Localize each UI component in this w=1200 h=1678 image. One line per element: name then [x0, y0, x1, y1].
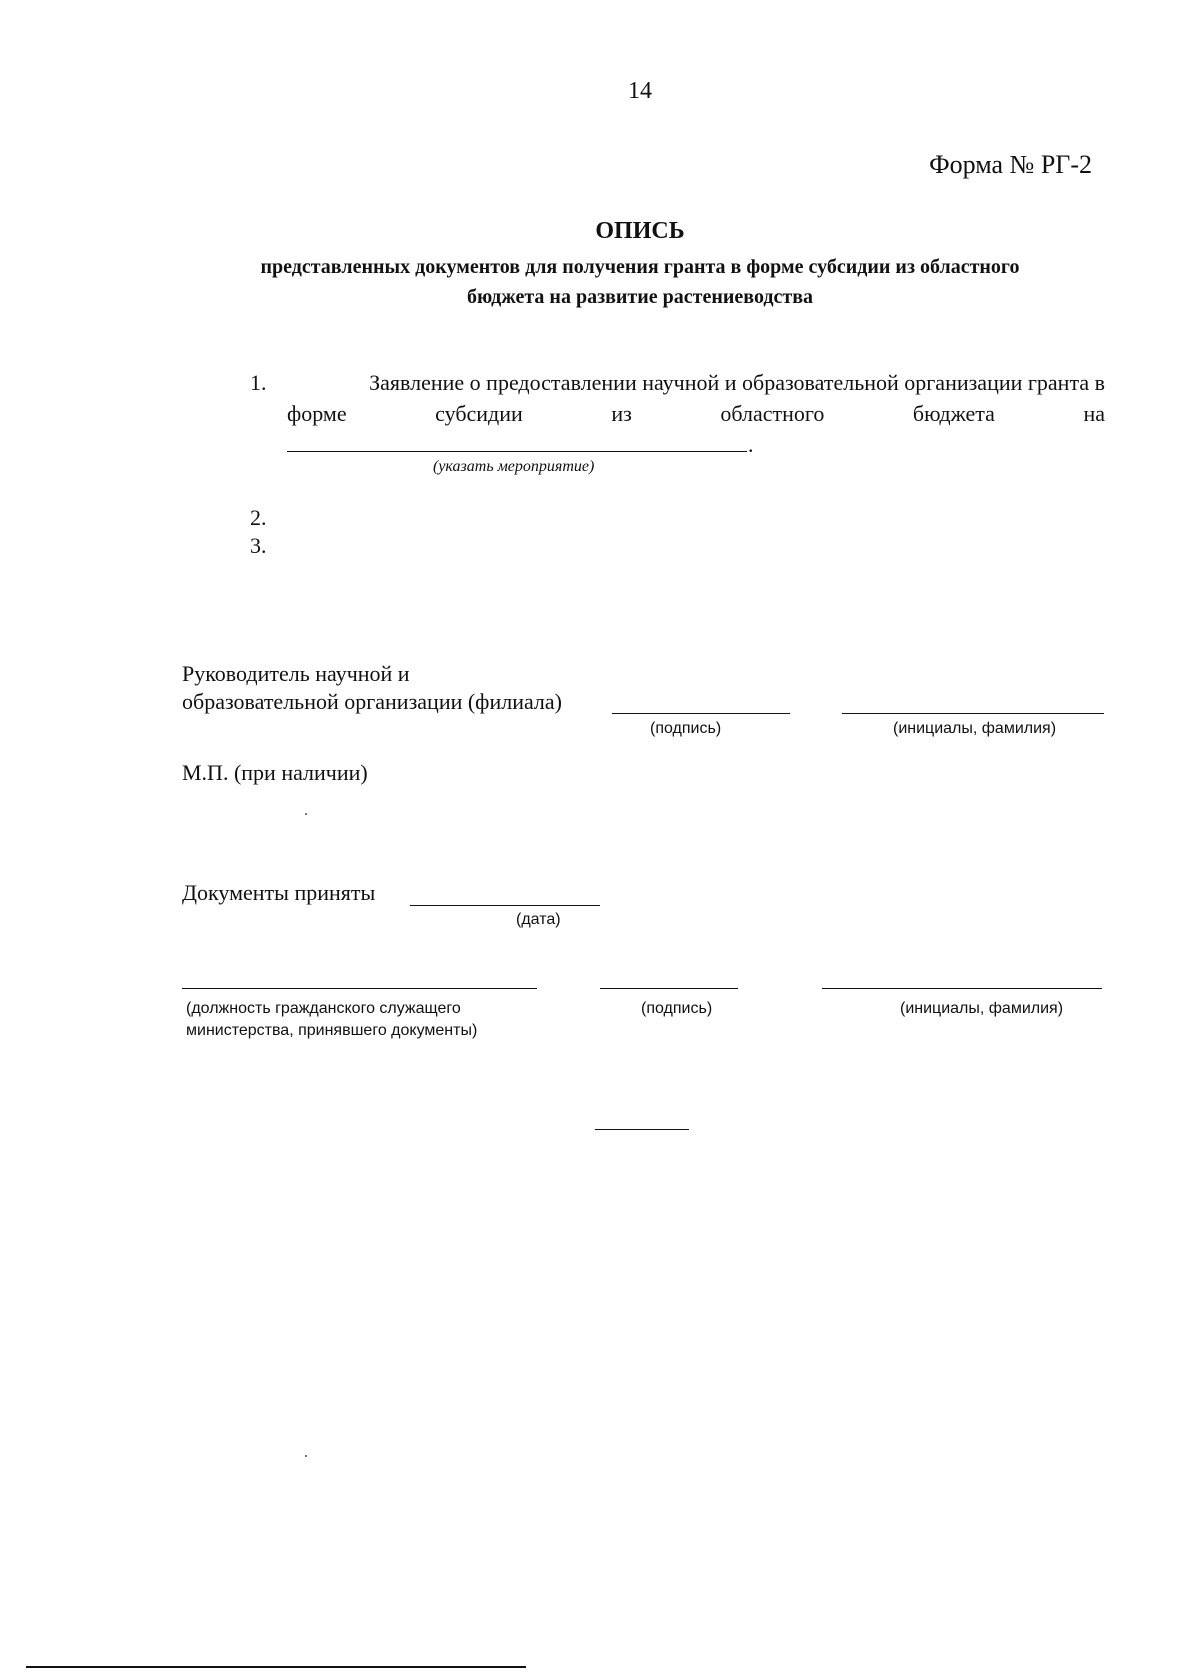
form-number: Форма № РГ-2 [929, 150, 1092, 179]
list-item-3-number: 3. [250, 533, 267, 558]
stamp-label: М.П. (при наличии) [182, 760, 368, 785]
official-initials-line[interactable] [822, 988, 1102, 989]
official-signature-line[interactable] [600, 988, 738, 989]
official-signature-hint: (подпись) [641, 1000, 713, 1017]
word: на [1083, 401, 1105, 426]
event-period: . [748, 432, 754, 457]
document-title: ОПИСЬ [595, 218, 685, 244]
official-initials-hint: (инициалы, фамилия) [900, 1000, 1064, 1017]
word: из [611, 401, 632, 426]
list-item-number: 1. [250, 370, 267, 395]
head-label-line1: Руководитель научной и [182, 661, 410, 686]
position-hint-line1: (должность гражданского служащего [186, 1000, 461, 1017]
position-hint-line2: министерства, принявшего документы) [186, 1022, 478, 1039]
head-initials-line[interactable] [842, 713, 1104, 714]
date-fill-line[interactable] [410, 905, 600, 906]
page-number: 14 [628, 78, 652, 104]
scan-speck [305, 1455, 307, 1457]
word: форме [287, 401, 347, 426]
list-item-1 [250, 370, 1105, 396]
list-item-1-continuation [287, 401, 1105, 427]
list-item-text: Заявление о предоставлении научной и образовательной организации гранта в [369, 370, 1105, 395]
head-initials-hint: (инициалы, фамилия) [893, 720, 1057, 737]
head-signature-hint: (подпись) [650, 720, 722, 737]
document-subtitle-line1: представленных документов для получения гранта в форме субсидии из областного [260, 256, 1020, 278]
date-hint: (дата) [516, 911, 561, 928]
word: субсидии [435, 401, 523, 426]
scan-speck [305, 813, 307, 815]
end-divider [595, 1129, 689, 1130]
word: бюджета [912, 401, 995, 426]
footer-rule [26, 1666, 526, 1668]
word: областного [720, 401, 825, 426]
head-signature-line[interactable] [612, 713, 790, 714]
document-subtitle-line2: бюджета на развитие растениеводства [466, 286, 813, 308]
list-item-2-number: 2. [250, 505, 267, 530]
event-fill-line[interactable] [287, 451, 747, 452]
event-hint: (указать мероприятие) [433, 458, 595, 475]
position-fill-line[interactable] [182, 988, 537, 989]
head-label-line2: образовательной организации (филиала) [182, 689, 562, 714]
documents-received-label: Документы приняты [182, 880, 376, 905]
